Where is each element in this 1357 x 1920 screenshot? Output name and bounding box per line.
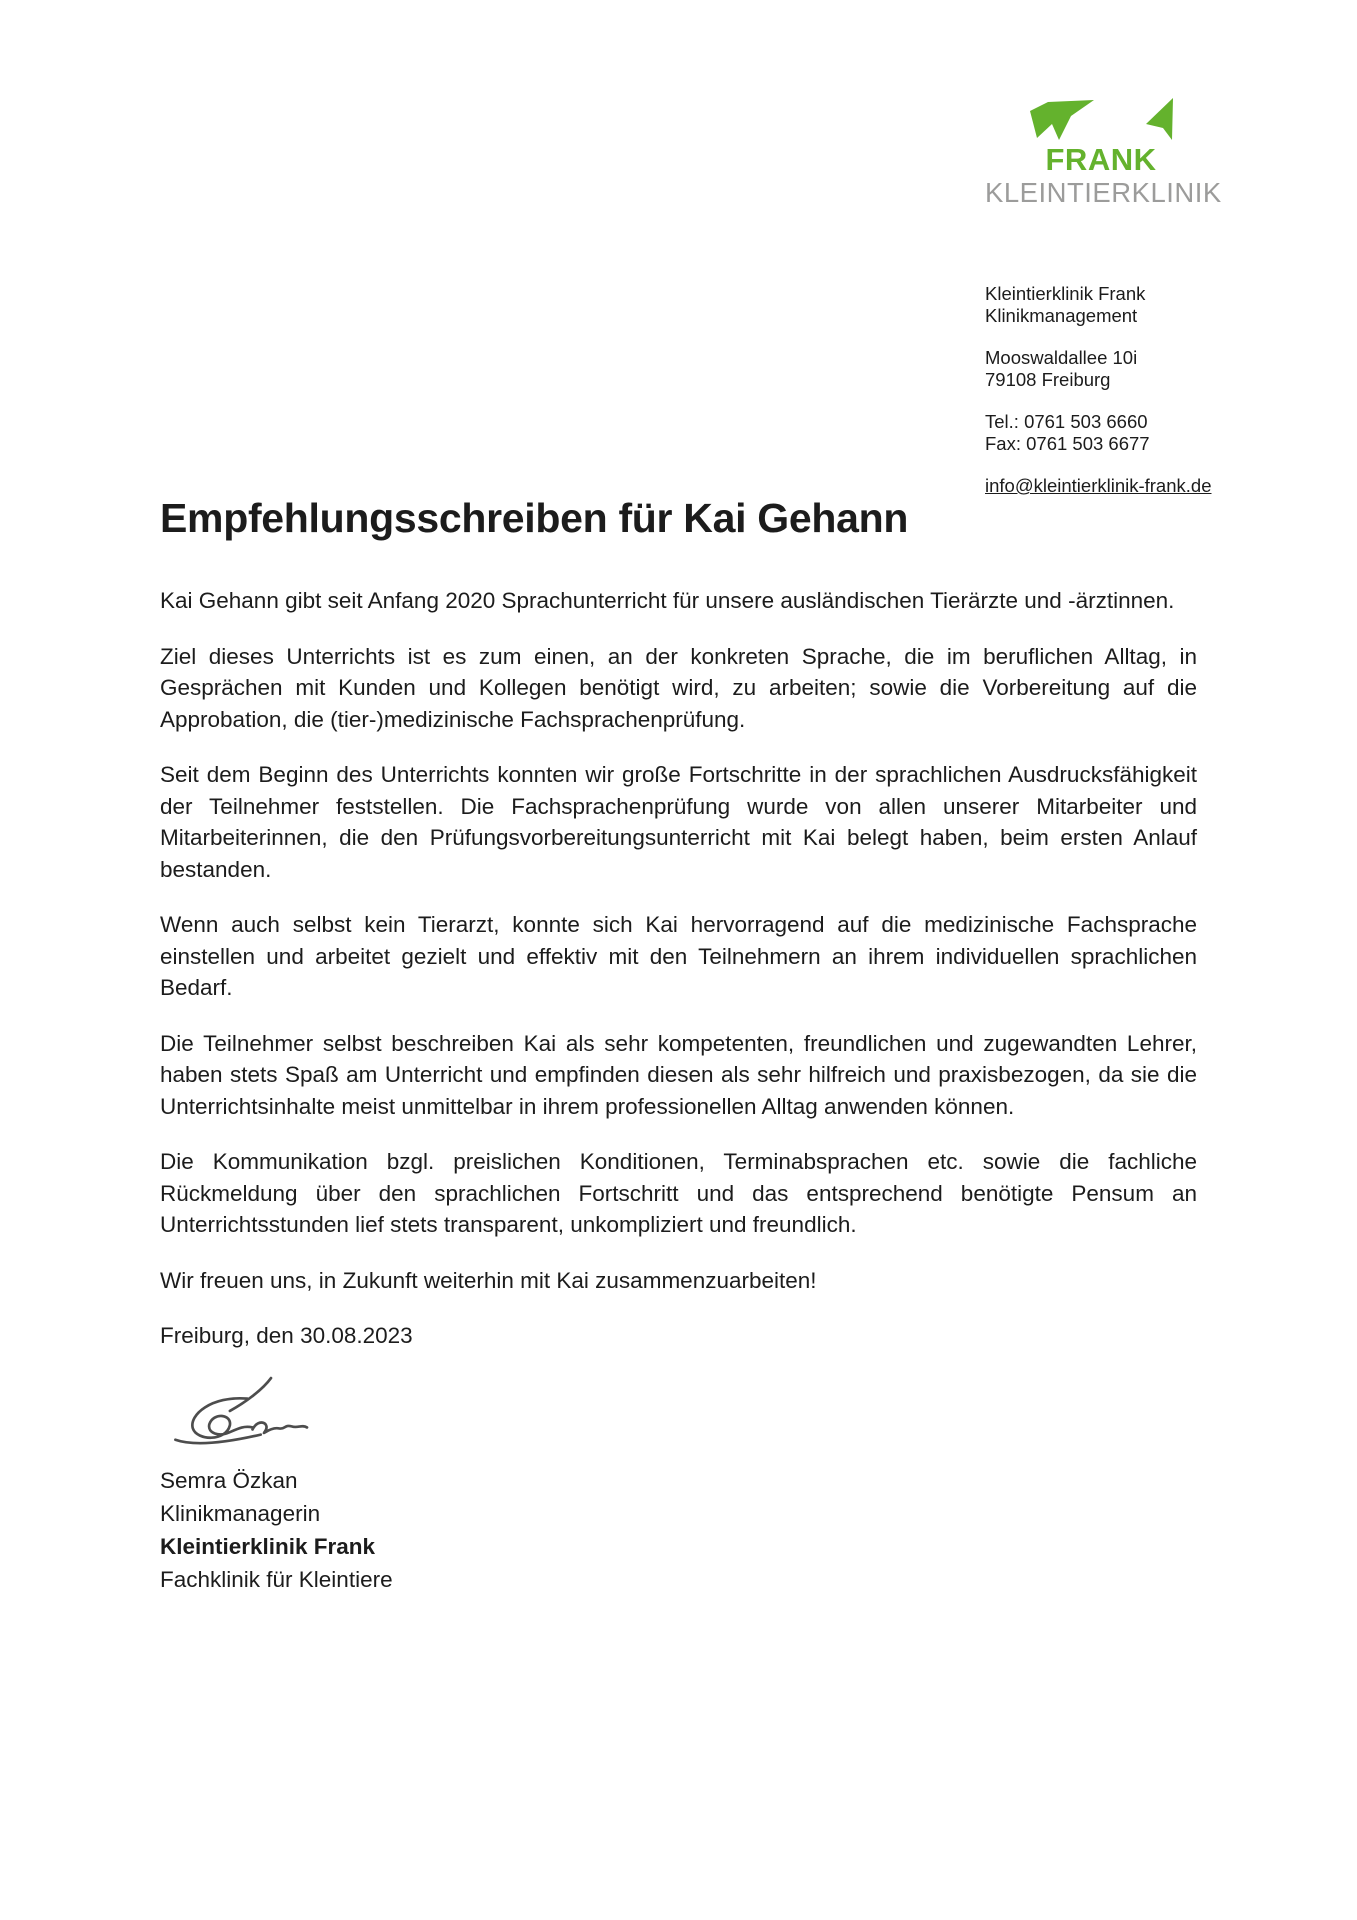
body-paragraph: Wenn auch selbst kein Tierarzt, konnte sich Kai hervorragend auf die medizinische Fachsprache einstellen und arbeitet gezielt und effektiv mit den Teilnehmern an ihrem individuellen sprachlichen Bedarf. [160,912,1197,1000]
sender-street: Mooswaldallee 10i [985,347,1138,368]
body-paragraph: Seit dem Beginn des Unterrichts konnten wir große Fortschritte in der sprachlichen Ausdrucksfähigkeit der Teilnehmer feststellen. Die Fachsprachenprüfung wurde von allen unserer Mitarbeiter und Mitarbeiterinnen, die den Prüfungsvorbereitungsunterricht mit Kai belegt haben, beim ersten Anlauf bestanden. [160,762,1197,882]
sender-block [985,283,1245,518]
sender-phone-group [985,411,1245,454]
sender-tel: Tel.: 0761 503 6660 [985,411,1148,432]
sender-dept: Klinikmanagement [985,304,1138,326]
letter-title: Empfehlungsschreiben für Kai Gehann [160,495,909,542]
body-paragraph: Ziel dieses Unterrichts ist es zum einen, an der konkreten Sprache, die im beruflichen Alltag, in Gesprächen mit Kunden und Kollegen benötigt wird, zu arbeiten; sowie die Vorbereitung auf die Approbation, die (tier-)medizinische Fachsprachenprüfung. [160,643,1197,732]
logo-brand-text: FRANK [1045,142,1157,177]
clinic-logo [985,96,1222,208]
signer-block [160,1464,1197,1596]
sender-city: 79108 Freiburg [985,368,1111,390]
handwritten-signature-icon [170,1376,335,1448]
signer-company: Kleintierklinik Frank [160,1533,376,1559]
body-paragraph: Kai Gehann gibt seit Anfang 2020 Sprachunterricht für unsere ausländischen Tierärzte und -ärztinnen. [160,588,1175,613]
email-link[interactable]: info@kleintierklinik-frank.de [985,475,1212,496]
sender-email-group [985,475,1245,497]
date-line: Freiburg, den 30.08.2023 [160,1323,413,1348]
signer-role: Klinikmanagerin [160,1500,321,1526]
cat-ears-icon [1026,96,1176,141]
body-paragraph: Die Teilnehmer selbst beschreiben Kai als sehr kompetenten, freundlichen und zugewandten Lehrer, haben stets Spaß am Unterricht und empfinden diesen als sehr hilfreich und praxisbezogen, da sie die Unterrichtsinhalte meist unmittelbar in ihrem professionellen Alltag anwenden können. [160,1030,1197,1119]
sender-fax: Fax: 0761 503 6677 [985,432,1150,454]
logo-wordmark-text: KLEINTIERKLINIK [985,177,1222,208]
signer-name: Semra Özkan [160,1467,298,1493]
sender-address-group [985,347,1245,390]
letter-body [160,585,1197,1596]
body-paragraph: Die Kommunikation bzgl. preislichen Konditionen, Terminabsprachen etc. sowie die fachliche Rückmeldung über den sprachlichen Fortschritt und das entsprechend benötigte Pensum an Unterrichtsstunden lief stets transparent, unkompliziert und freundlich. [160,1149,1197,1237]
sender-org-group [985,283,1245,326]
closing-line: Wir freuen uns, in Zukunft weiterhin mit Kai zusammenzuarbeiten! [160,1267,817,1293]
sender-org: Kleintierklinik Frank [985,283,1146,304]
signer-subtitle: Fachklinik für Kleintiere [160,1566,393,1592]
